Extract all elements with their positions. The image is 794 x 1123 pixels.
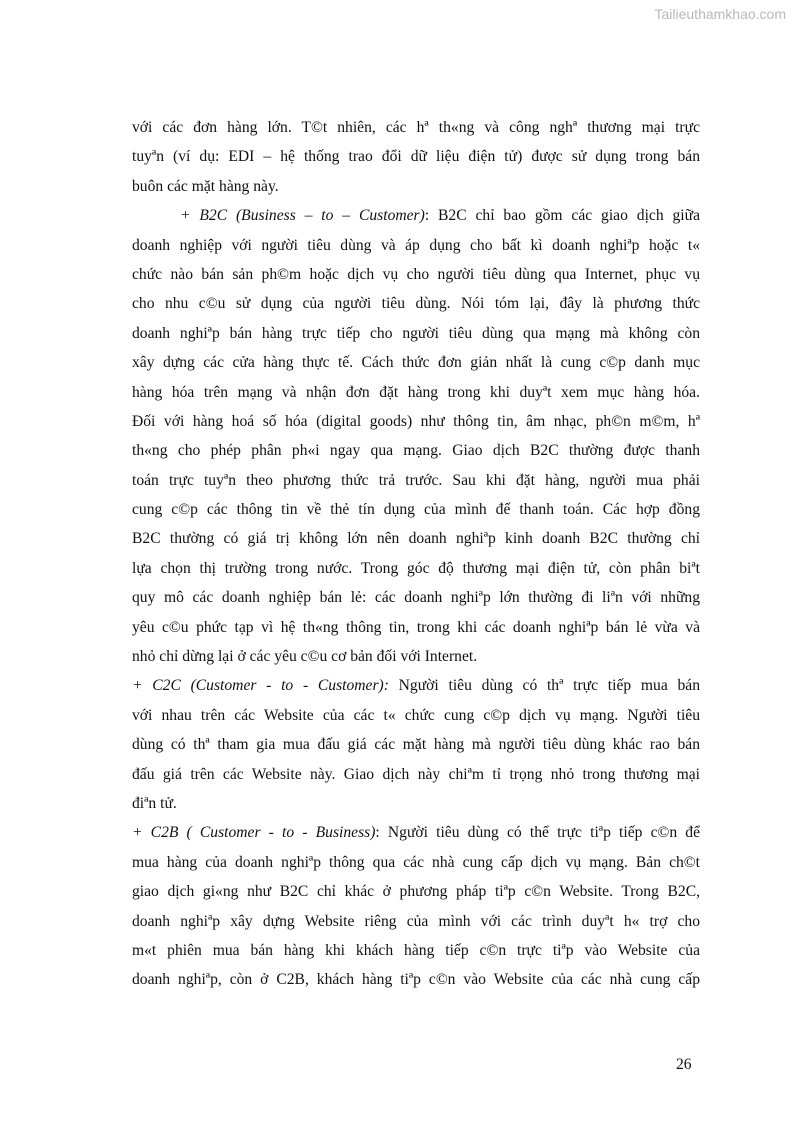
watermark: Tailieuthamkhao.com	[654, 6, 786, 22]
document-body	[132, 113, 700, 995]
text-line: chức nào bán sản ph©m hoặc dịch vụ cho người tiêu dùng qua Internet, phục vụ	[132, 265, 700, 283]
text-line: xây dựng các cửa hàng thực tế. Cách thức đơn giản nhất là cung c©p danh mục	[132, 354, 700, 372]
section-heading-line	[132, 818, 700, 847]
text-line: doanh nghiệp với người tiêu dùng và áp dụng cho bất kì doanh nghiªp hoặc t«	[132, 236, 700, 254]
text-line: B2C thường có giá trị không lớn nên doanh nghiªp kinh doanh B2C thường chỉ	[132, 530, 700, 548]
section-heading-line	[132, 201, 700, 230]
text-line: yêu c©u phức tạp vì hệ th«ng thông tin, trong khi các doanh nghiªp bán lẻ vừa và	[132, 618, 700, 636]
text-fragment: Người tiêu dùng có thª trực tiếp mua bán	[388, 677, 700, 695]
text-line: với nhau trên các Website của các t« chức cung c©p dịch vụ mạng. Người tiêu	[132, 706, 700, 724]
text-line: doanh nghiªp, còn ở C2B, khách hàng tiªp c©n vào Website của các nhà cung cấp	[132, 971, 700, 989]
c2b-heading: + C2B ( Customer - to - Business)	[132, 824, 376, 842]
text-line: tuyªn (ví dụ: EDI – hệ thống trao đổi dữ liệu điện tử) được sử dụng trong bán	[132, 148, 700, 166]
text-line: lựa chọn thị trường trong nước. Trong góc độ thương mại điện tử, còn phân biªt	[132, 559, 700, 577]
text-line: đấu giá trên các Website này. Giao dịch này chiªm tỉ trọng nhỏ trong thương mại	[132, 765, 700, 783]
text-line: doanh nghiªp xây dựng Website riêng của mình với các trình duyªt h« trợ cho	[132, 912, 700, 930]
text-line: m«t phiên mua bán hàng khi khách hàng tiếp c©n trực tiªp vào Website của	[132, 941, 700, 959]
text-line: cho nhu c©u sử dụng của người tiêu dùng. Nói tóm lại, đây là phương thức	[132, 295, 700, 313]
text-line: giao dịch gi«ng như B2C chỉ khác ở phương pháp tiªp c©n Website. Trong B2C,	[132, 883, 700, 901]
text-line: hàng hóa trên mạng và nhận đơn đặt hàng trong khi duyªt xem mục hàng hóa.	[132, 383, 700, 401]
text-line: buôn các mặt hàng này.	[132, 177, 279, 195]
text-line: th«ng cho phép phân ph«i ngay qua mạng. Giao dịch B2C thường được thanh	[132, 442, 700, 460]
page-number: 26	[676, 1056, 692, 1073]
text-line: toán trực tuyªn theo phương thức trả trước. Sau khi đặt hàng, người mua phải	[132, 471, 700, 489]
c2c-heading: + C2C (Customer - to - Customer):	[132, 677, 389, 695]
text-line: doanh nghiªp bán hàng trực tiếp cho người tiêu dùng qua mạng mà không còn	[132, 324, 700, 342]
text-line: quy mô các doanh nghiệp bán lẻ: các doanh nghiªp lớn thường đi liªn với những	[132, 589, 700, 607]
text-line: điªn tử.	[132, 794, 177, 812]
text-line: cung c©p các thông tin về thẻ tín dụng của mình để thanh toán. Các hợp đồng	[132, 501, 700, 519]
text-fragment: : B2C chỉ bao gồm các giao dịch giữa	[424, 207, 700, 225]
b2c-heading: + B2C (Business – to – Customer)	[180, 207, 425, 225]
section-heading-line	[132, 671, 700, 700]
text-line: mua hàng của doanh nghiªp thông qua các nhà cung cấp dịch vụ mạng. Bản ch©t	[132, 853, 700, 871]
text-line: với các đơn hàng lớn. T©t nhiên, các hª th«ng và công nghª thương mại trực	[132, 119, 700, 136]
text-line: Đối với hàng hoá số hóa (digital goods) như thông tin, âm nhạc, ph©n m©m, hª	[132, 412, 700, 430]
text-line: nhỏ chỉ dừng lại ở các yêu c©u cơ bản đối với Internet.	[132, 648, 478, 666]
text-fragment: : Người tiêu dùng có thể trực tiªp tiếp c©n để	[375, 824, 700, 842]
text-line: dùng có thª tham gia mua đấu giá các mặt hàng mà người tiêu dùng khác rao bán	[132, 736, 700, 754]
